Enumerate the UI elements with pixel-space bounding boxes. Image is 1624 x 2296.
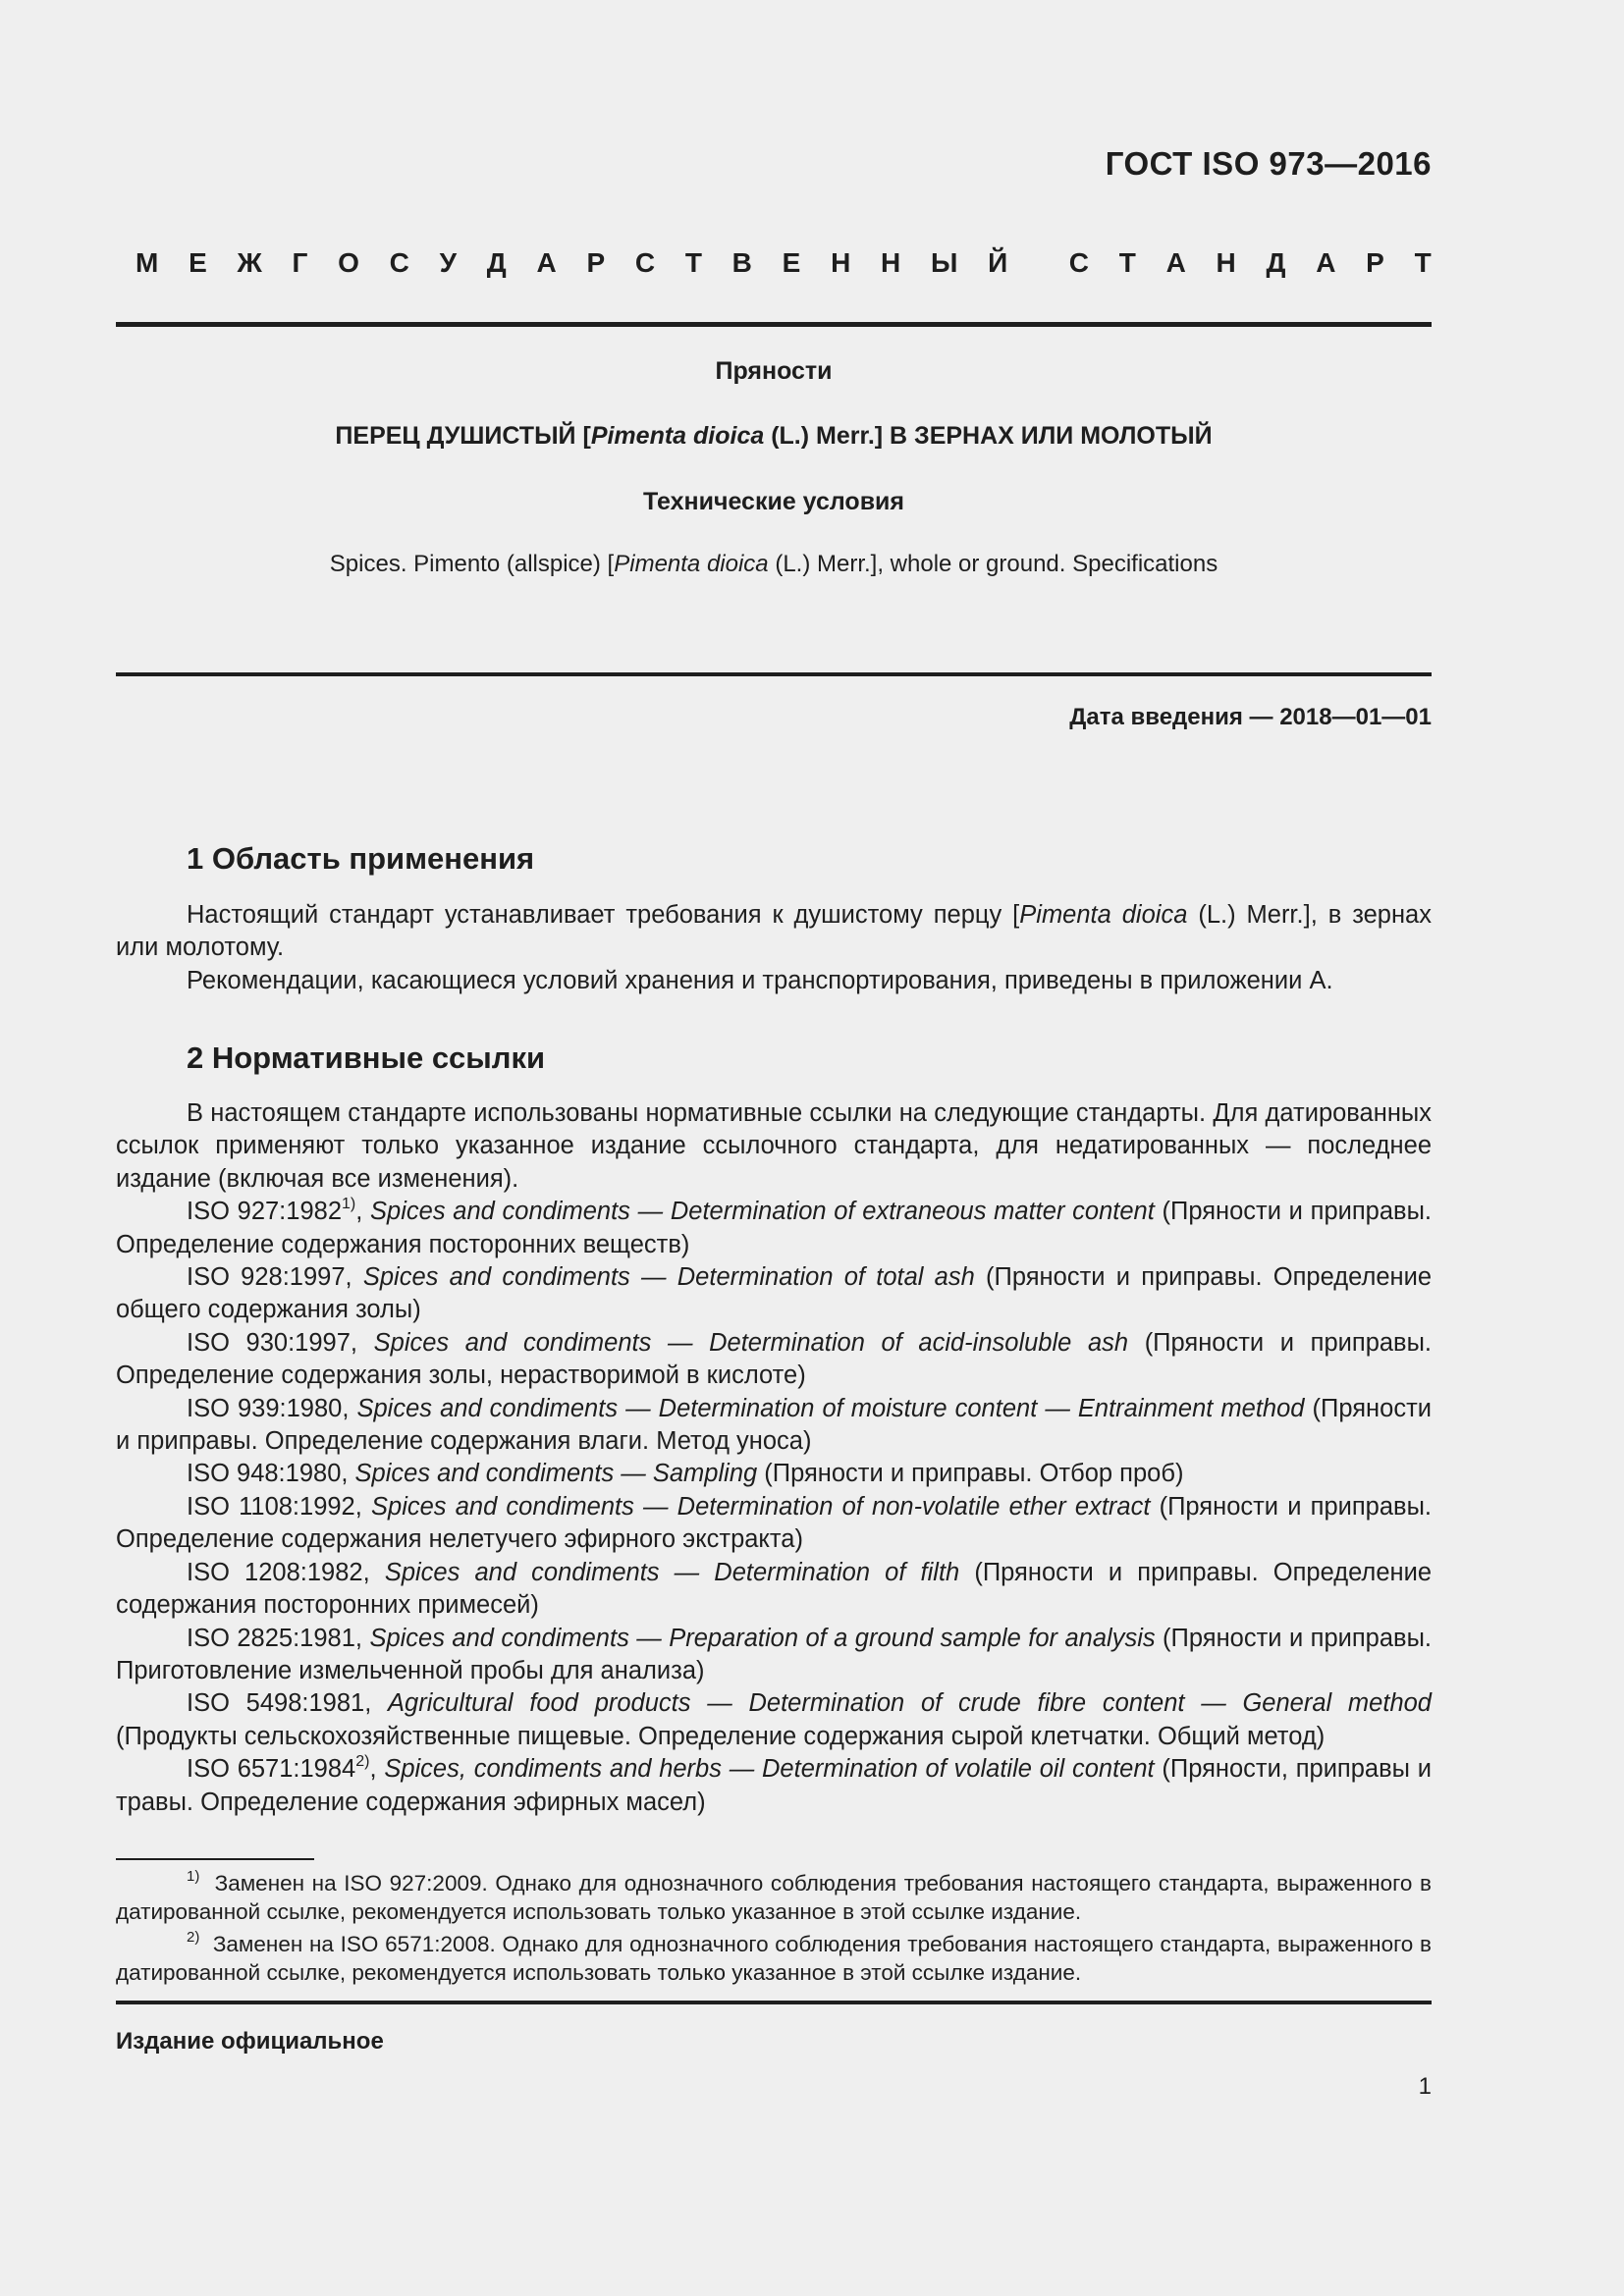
reference-code: ISO 927:1982 <box>187 1198 342 1226</box>
banner-letter: Р <box>1366 247 1384 278</box>
banner-letter: Ы <box>931 247 958 278</box>
footnote-text: Заменен на ISO 6571:2008. Однако для однозначного соблюдения требования настоящего стандарта, выраженного в датированной ссылке, рекомендуется использовать только указанное в этой ссылке издание. <box>116 1932 1432 1985</box>
reference-title: Agricultural food products — Determination of crude fibre content — General method <box>388 1689 1432 1718</box>
reference-code: ISO 928:1997 <box>187 1263 346 1292</box>
banner-letter: С <box>1068 247 1089 278</box>
reference-translation: (Пряности и приправы. Определение содержания золы, нерастворимой в кислоте) <box>116 1328 1433 1390</box>
section-2-body <box>116 1097 1432 1819</box>
banner-letter: М <box>135 247 159 278</box>
banner-letter: Р <box>586 247 606 278</box>
reference-translation: (Пряности и приправы. Определение содержания нелетучего эфирного экстракта) <box>116 1492 1433 1554</box>
reference-item: ISO 939:1980, Spices and condiments — Determination of moisture content — Entrainment method (Пряности и приправы. Определение содержания влаги. Метод уноса) <box>116 1394 1432 1456</box>
reference-title: Spices and condiments — Determination of total ash <box>362 1263 975 1292</box>
subject-title: Пряности <box>715 357 833 385</box>
title-ru-latin-name: Pimenta dioica <box>590 422 765 450</box>
banner-letter: Н <box>1216 247 1236 278</box>
section-1-p1-latin-name: Pimenta dioica <box>1019 901 1188 929</box>
reference-item: ISO 930:1997, Spices and condiments — Determination of acid-insoluble ash (Пряности и приправы. Определение содержания золы, нерастворимой в кислоте) <box>116 1328 1433 1390</box>
reference-code: ISO 948:1980 <box>187 1460 342 1488</box>
footnote-marker: 1) <box>187 1868 200 1885</box>
banner-letter: Н <box>881 247 901 278</box>
banner-letter: А <box>1165 247 1186 278</box>
banner-letter: В <box>731 247 752 278</box>
banner-letter: Г <box>292 247 308 278</box>
title-en-latin-name: Pimenta dioica <box>614 551 769 577</box>
document-title-en <box>116 551 1432 578</box>
document-title-ru <box>116 422 1432 451</box>
footnote-item <box>116 1930 1432 1987</box>
title-en-pre: Spices. Pimento (allspice) [ <box>329 551 615 577</box>
page-number: 1 <box>1418 2073 1432 2100</box>
reference-code: ISO 1108:1992 <box>187 1492 355 1521</box>
section-2-intro: В настоящем стандарте использованы нормативные ссылки на следующие стандарты. Для датированных ссылок применяют только указанное издание ссылочного стандарта, для недатированных — последнее издание (включая все изменения). <box>116 1099 1432 1193</box>
reference-item: ISO 927:1982$^{1)}$, Spices and condiments — Determination of extraneous matter content (Пряности и приправы. Определение содержания посторонних веществ) <box>116 1196 1433 1258</box>
banner-letter: Е <box>782 247 801 278</box>
interstate-standard-banner <box>135 247 1432 279</box>
header-rule <box>116 322 1432 327</box>
official-edition-label: Издание официальное <box>116 2028 384 2055</box>
banner-letter: Й <box>988 247 1008 278</box>
reference-translation: (Пряности и приправы. Определение общего содержания золы) <box>116 1263 1433 1324</box>
reference-title: Spices and condiments — Determination of filth <box>384 1558 960 1586</box>
banner-letter: Д <box>1266 247 1286 278</box>
reference-code: ISO 930:1997 <box>187 1328 351 1357</box>
banner-letter: О <box>338 247 359 278</box>
reference-translation: (Пряности и приправы. Отбор проб) <box>757 1460 1184 1488</box>
reference-item: ISO 928:1997, Spices and condiments — Determination of total ash (Пряности и приправы. Определение общего содержания золы) <box>116 1263 1433 1324</box>
footnote-marker: 1) <box>342 1196 356 1213</box>
banner-letter: А <box>1316 247 1336 278</box>
document-number: ГОСТ ISO 973—2016 <box>1105 145 1432 182</box>
banner-letter: Д <box>486 247 507 278</box>
banner-letter: А <box>536 247 557 278</box>
reference-translation: (Пряности и приправы. Приготовление измельченной пробы для анализа) <box>116 1624 1433 1684</box>
reference-translation: (Пряности и приправы. Определение содержания влаги. Метод уноса) <box>116 1394 1432 1456</box>
section-2-heading: 2 Нормативные ссылки <box>187 1041 546 1075</box>
document-subtitle-ru: Технические условия <box>642 488 905 515</box>
section-1-p1-pre: Настоящий стандарт устанавливает требования к душистому перцу [ <box>187 901 1020 929</box>
page-content <box>116 0 1432 2296</box>
reference-code: ISO 1208:1982 <box>187 1558 363 1586</box>
title-en-post: (L.) Merr.], whole or ground. Specifications <box>768 551 1218 577</box>
reference-item: ISO 1108:1992, Spices and condiments — Determination of non-volatile ether extract (Пряности и приправы. Определение содержания нелетучего эфирного экстракта) <box>116 1492 1433 1554</box>
reference-title: Spices and condiments — Determination of acid-insoluble ash <box>373 1328 1129 1357</box>
reference-title: Spices and condiments — Sampling <box>354 1460 758 1488</box>
reference-item: ISO 5498:1981, Agricultural food products — Determination of crude fibre content — General method (Продукты сельскохозяйственные пищевые. Определение содержания сырой клетчатки. Общий метод) <box>116 1689 1432 1750</box>
section-1-p1-post: (L.) Merr.], в зернах или молотому. <box>116 901 1432 962</box>
reference-translation: (Пряности и приправы. Определение содержания посторонних примесей) <box>116 1558 1433 1620</box>
section-1-body <box>116 899 1432 997</box>
reference-item: ISO 2825:1981, Spices and condiments — Preparation of a ground sample for analysis (Пряности и приправы. Приготовление измельченной пробы для анализа) <box>116 1624 1433 1684</box>
reference-item: ISO 6571:1984$^{2)}$, Spices, condiments and herbs — Determination of volatile oil content (Пряности, приправы и травы. Определение содержания эфирных масел) <box>116 1753 1432 1816</box>
title-ru-pre: ПЕРЕЦ ДУШИСТЫЙ [ <box>335 422 591 450</box>
reference-item: ISO 948:1980, Spices and condiments — Sampling (Пряности и приправы. Отбор проб) <box>187 1460 1184 1488</box>
banner-letter: Т <box>1414 247 1432 278</box>
title-ru-post: (L.) Merr.] В ЗЕРНАХ ИЛИ МОЛОТЫЙ <box>764 422 1213 450</box>
banner-letter: Т <box>684 247 702 278</box>
banner-letter: Ж <box>237 247 262 278</box>
banner-letter: Е <box>189 247 207 278</box>
reference-code: ISO 5498:1981 <box>187 1689 365 1718</box>
banner-word-gap <box>1038 247 1039 279</box>
banner-letter: Н <box>831 247 851 278</box>
banner-letter: С <box>389 247 409 278</box>
reference-code: ISO 939:1980 <box>187 1394 343 1422</box>
normative-references-list <box>116 1196 1432 1819</box>
footnote-text: Заменен на ISO 927:2009. Однако для однозначного соблюдения требования настоящего стандарта, выраженного в датированной ссылке, рекомендуется использовать только указанное в этой ссылке издание. <box>116 1871 1432 1924</box>
reference-item: ISO 1208:1982, Spices and condiments — Determination of filth (Пряности и приправы. Определение содержания посторонних примесей) <box>116 1558 1433 1620</box>
reference-title: Spices, condiments and herbs — Determination of volatile oil content <box>384 1755 1155 1784</box>
footnote-rule <box>116 1858 314 1860</box>
section-1-heading: 1 Область применения <box>187 841 535 876</box>
footnote-item <box>116 1869 1432 1926</box>
reference-title: Spices and condiments — Determination of extraneous matter content <box>370 1198 1155 1226</box>
section-1-paragraph <box>116 899 1432 965</box>
reference-code: ISO 2825:1981 <box>187 1624 355 1652</box>
reference-title: Spices and condiments — Determination of moisture content — Entrainment method <box>356 1394 1305 1422</box>
footnotes <box>116 1869 1432 1991</box>
reference-translation: (Продукты сельскохозяйственные пищевые. Определение содержания сырой клетчатки. Общий метод) <box>116 1722 1326 1750</box>
banner-letter: У <box>439 247 458 278</box>
reference-translation: (Пряности, приправы и травы. Определение содержания эфирных масел) <box>116 1755 1432 1816</box>
reference-code: ISO 6571:1984 <box>187 1755 356 1784</box>
reference-title: Spices and condiments — Determination of non-volatile ether extract <box>371 1492 1151 1521</box>
reference-translation: (Пряности и приправы. Определение содержания посторонних веществ) <box>116 1198 1433 1258</box>
banner-letter: Т <box>1118 247 1136 278</box>
introduction-date: Дата введения — 2018—01—01 <box>1069 704 1432 730</box>
footer-rule <box>116 2001 1432 2004</box>
reference-title: Spices and condiments — Preparation of a ground sample for analysis <box>369 1624 1156 1652</box>
footnote-marker: 2) <box>187 1929 200 1946</box>
section-1-paragraph: Рекомендации, касающиеся условий хранения и транспортирования, приведены в приложении А. <box>187 966 1333 994</box>
title-rule <box>116 672 1432 676</box>
banner-letter: С <box>634 247 656 278</box>
footnote-marker: 2) <box>355 1753 370 1771</box>
